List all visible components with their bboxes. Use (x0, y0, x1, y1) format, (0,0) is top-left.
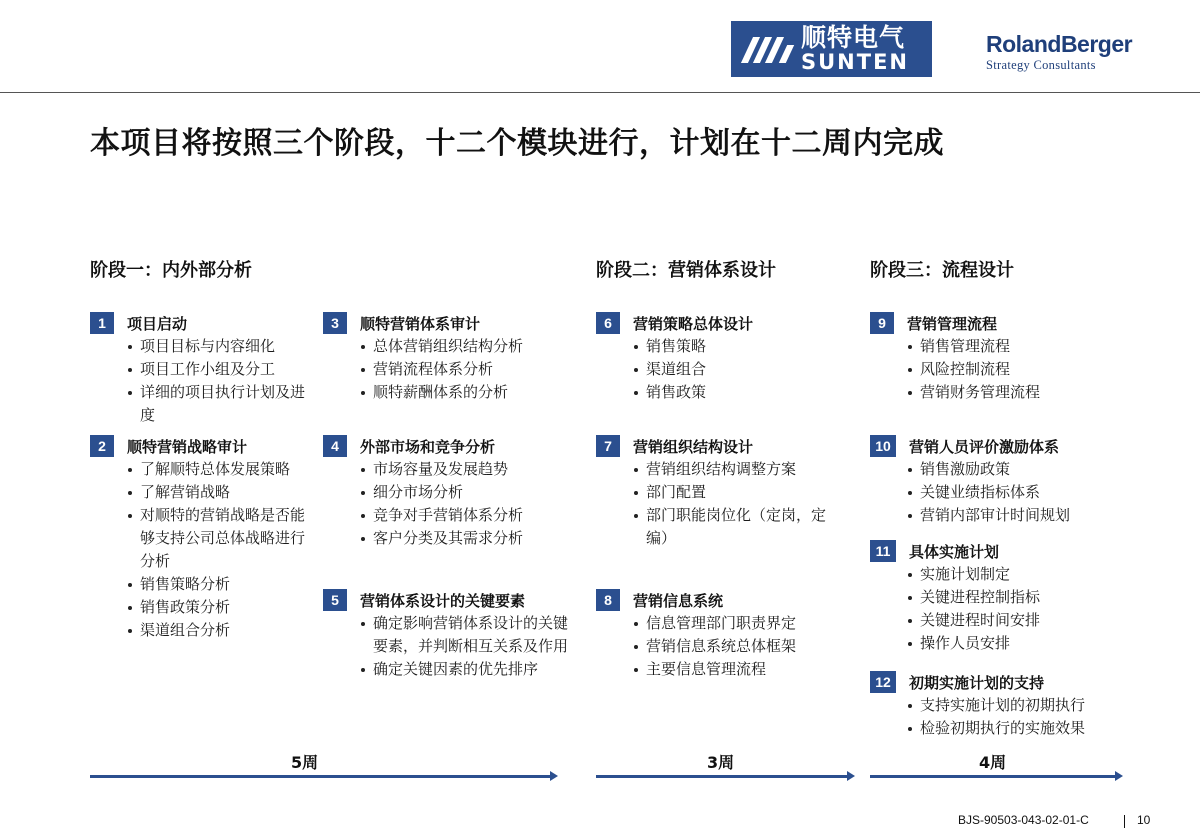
module-title: 项目启动 (127, 314, 188, 333)
module-header (323, 312, 573, 334)
module-title: 营销组织结构设计 (633, 437, 754, 456)
module-bullet-item: 支持实施计划的初期执行 (908, 694, 1130, 717)
module-4 (323, 435, 573, 550)
module-header (870, 540, 1130, 562)
sunten-logo-cn: 顺特电气 (801, 23, 906, 52)
module-9 (870, 312, 1130, 404)
module-bullet-item: 了解营销战略 (128, 481, 315, 504)
module-5 (323, 589, 573, 681)
module-title: 营销信息系统 (633, 591, 724, 610)
module-bullet-item: 营销流程体系分析 (361, 358, 573, 381)
module-number-badge: 8 (596, 589, 620, 611)
module-number-badge: 9 (870, 312, 894, 334)
roland-berger-logo (986, 33, 1136, 73)
module-10 (870, 435, 1130, 527)
module-bullet-list (908, 563, 1130, 655)
module-number-badge: 11 (870, 540, 896, 562)
module-bullet-list (908, 335, 1130, 404)
sunten-logo (731, 21, 932, 77)
module-bullet-item: 销售策略 (634, 335, 836, 358)
phase-3-title: 阶段三：流程设计 (870, 260, 1014, 281)
module-bullet-item: 竞争对手营销体系分析 (361, 504, 573, 527)
module-bullet-item: 销售政策 (634, 381, 836, 404)
module-bullet-item: 销售政策分析 (128, 596, 315, 619)
module-bullet-list (634, 335, 836, 404)
module-bullet-list (634, 612, 836, 681)
module-bullet-item: 风险控制流程 (908, 358, 1130, 381)
module-header (596, 589, 836, 611)
module-bullet-item: 主要信息管理流程 (634, 658, 836, 681)
module-header (90, 312, 315, 334)
module-bullet-item: 营销财务管理流程 (908, 381, 1130, 404)
module-bullet-item: 实施计划制定 (908, 563, 1130, 586)
module-header (596, 435, 836, 457)
module-bullet-item: 检验初期执行的实施效果 (908, 717, 1130, 740)
module-bullet-list (908, 694, 1130, 740)
module-title: 顺特营销体系审计 (360, 314, 481, 333)
module-bullet-item: 渠道组合 (634, 358, 836, 381)
module-title: 顺特营销战略审计 (127, 437, 248, 456)
module-number-badge: 1 (90, 312, 114, 334)
module-number-badge: 6 (596, 312, 620, 334)
module-header (323, 589, 573, 611)
module-bullet-item: 顺特薪酬体系的分析 (361, 381, 573, 404)
module-bullet-item: 营销组织结构调整方案 (634, 458, 836, 481)
module-bullet-item: 确定影响营销体系设计的关键要素，并判断相互关系及作用 (361, 612, 573, 658)
module-header (870, 435, 1130, 457)
module-number-badge: 2 (90, 435, 114, 457)
module-header (596, 312, 836, 334)
module-bullet-list (908, 458, 1130, 527)
module-number-badge: 7 (596, 435, 620, 457)
module-bullet-item: 市场容量及发展趋势 (361, 458, 573, 481)
module-bullet-item: 确定关键因素的优先排序 (361, 658, 573, 681)
module-bullet-item: 销售策略分析 (128, 573, 315, 596)
rb-logo-name: RolandBerger (986, 31, 1133, 57)
module-bullet-item: 销售管理流程 (908, 335, 1130, 358)
phase-1-duration: 5周 (291, 753, 319, 772)
module-bullet-item: 操作人员安排 (908, 632, 1130, 655)
module-bullet-item: 详细的项目执行计划及进度 (128, 381, 315, 427)
module-1 (90, 312, 315, 427)
module-bullet-list (361, 458, 573, 550)
module-bullet-item: 信息管理部门职责界定 (634, 612, 836, 635)
module-bullet-item: 部门配置 (634, 481, 836, 504)
phase-2-title: 阶段二：营销体系设计 (596, 260, 776, 281)
module-11 (870, 540, 1130, 655)
module-number-badge: 12 (870, 671, 896, 693)
module-title: 具体实施计划 (909, 542, 1000, 561)
module-bullet-item: 细分市场分析 (361, 481, 573, 504)
rb-logo-sub: Strategy Consultants (986, 58, 1096, 72)
module-title: 初期实施计划的支持 (909, 673, 1045, 692)
phase-2-duration: 3周 (707, 753, 735, 772)
module-7 (596, 435, 836, 550)
page-number: 10 (1137, 813, 1151, 827)
header-divider (0, 92, 1200, 93)
module-bullet-item: 关键进程时间安排 (908, 609, 1130, 632)
module-title: 营销管理流程 (907, 314, 998, 333)
module-title: 外部市场和竞争分析 (360, 437, 496, 456)
module-2 (90, 435, 315, 642)
module-title: 营销体系设计的关键要素 (360, 591, 526, 610)
sunten-logo-mark-icon (739, 29, 801, 69)
page-title: 本项目将按照三个阶段，十二个模块进行，计划在十二周内完成 (90, 126, 944, 161)
module-number-badge: 3 (323, 312, 347, 334)
module-bullet-item: 销售激励政策 (908, 458, 1130, 481)
module-number-badge: 10 (870, 435, 896, 457)
module-6 (596, 312, 836, 404)
phase-3-timeline-arrow (870, 775, 1117, 778)
module-8 (596, 589, 836, 681)
module-bullet-item: 部门职能岗位化（定岗，定编） (634, 504, 836, 550)
module-bullet-list (361, 612, 573, 681)
module-12 (870, 671, 1130, 740)
module-title: 营销策略总体设计 (633, 314, 754, 333)
module-number-badge: 4 (323, 435, 347, 457)
module-bullet-item: 对顺特的营销战略是否能够支持公司总体战略进行分析 (128, 504, 315, 573)
module-bullet-item: 营销信息系统总体框架 (634, 635, 836, 658)
module-bullet-item: 客户分类及其需求分析 (361, 527, 573, 550)
module-number-badge: 5 (323, 589, 347, 611)
module-header (90, 435, 315, 457)
phase-3-duration: 4周 (979, 753, 1007, 772)
module-3 (323, 312, 573, 404)
module-bullet-list (634, 458, 836, 550)
module-bullet-item: 关键业绩指标体系 (908, 481, 1130, 504)
sunten-logo-en: SUNTEN (801, 50, 909, 74)
module-bullet-list (128, 458, 315, 642)
module-bullet-item: 关键进程控制指标 (908, 586, 1130, 609)
module-bullet-item: 了解顺特总体发展策略 (128, 458, 315, 481)
phase-1-timeline-arrow (90, 775, 552, 778)
module-bullet-item: 渠道组合分析 (128, 619, 315, 642)
module-bullet-item: 总体营销组织结构分析 (361, 335, 573, 358)
footer-separator (1124, 815, 1125, 828)
module-header (870, 312, 1130, 334)
document-code: BJS-90503-043-02-01-C (958, 813, 1089, 827)
module-title: 营销人员评价激励体系 (909, 437, 1060, 456)
phase-2-timeline-arrow (596, 775, 849, 778)
module-header (323, 435, 573, 457)
module-bullet-item: 营销内部审计时间规划 (908, 504, 1130, 527)
module-bullet-list (128, 335, 315, 427)
module-bullet-item: 项目目标与内容细化 (128, 335, 315, 358)
module-header (870, 671, 1130, 693)
module-bullet-list (361, 335, 573, 404)
phase-1-title: 阶段一：内外部分析 (90, 260, 252, 281)
module-bullet-item: 项目工作小组及分工 (128, 358, 315, 381)
